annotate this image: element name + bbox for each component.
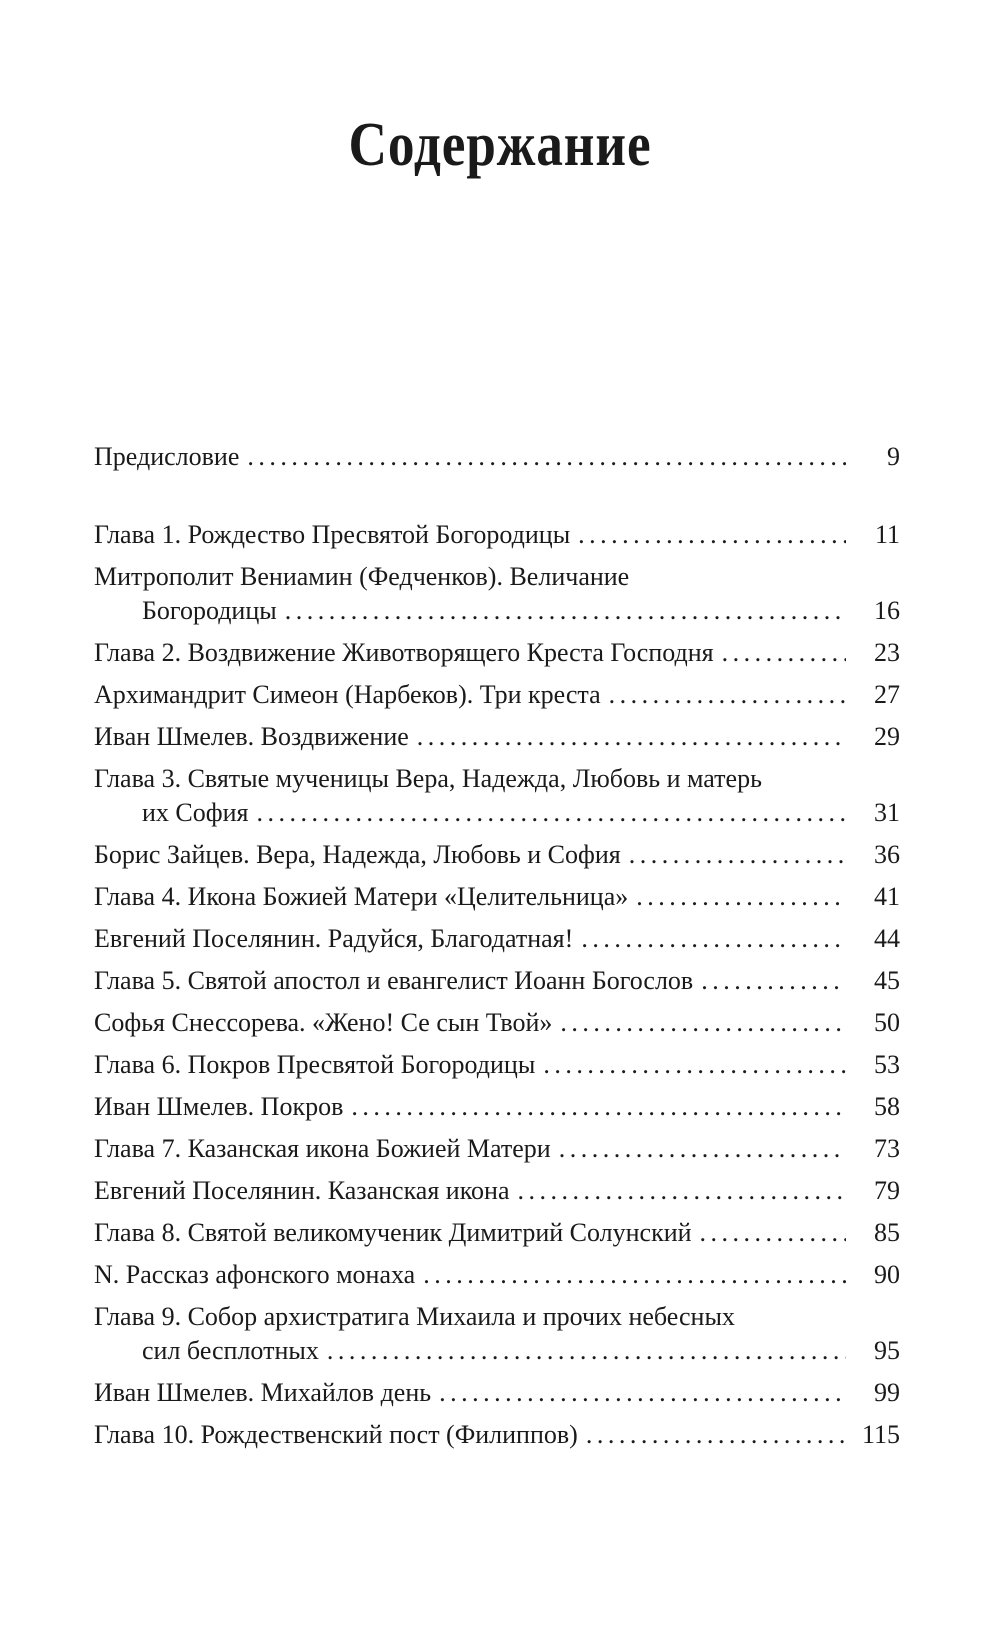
toc-entry-title: Глава 7. Казанская икона Божией Матери [94,1134,551,1163]
toc-entry-line [94,1006,900,1040]
toc-entry-title: Глава 10. Рождественский пост (Филиппов) [94,1420,578,1449]
toc-entry [94,1376,900,1410]
toc-entry [94,1048,900,1082]
dot-leader [581,922,846,956]
toc-entry-line [94,796,900,830]
toc-page-number: 29 [874,722,900,751]
dot-leader [722,636,846,670]
toc-page-number: 95 [874,1336,900,1365]
toc-page-number: 23 [874,638,900,667]
toc-entry-line [94,518,900,552]
toc-page-number: 44 [874,924,900,953]
dot-leader [439,1376,846,1410]
dot-leader [247,440,846,474]
dot-leader [629,838,846,872]
toc-entry-title: сил бесплотных [142,1336,319,1365]
toc-entry [94,1418,900,1452]
toc-entry [94,762,900,830]
toc-entry [94,1174,900,1208]
toc-page-number: 73 [874,1134,900,1163]
toc-entry [94,560,900,628]
toc-page-number: 53 [874,1050,900,1079]
toc-entry-line [94,1258,900,1292]
toc-entry-title: Евгений Поселянин. Казанская икона [94,1176,510,1205]
toc-entry-title: Глава 6. Покров Пресвятой Богородицы [94,1050,536,1079]
toc-entry [94,1006,900,1040]
toc-entry-title: N. Рассказ афонского монаха [94,1260,416,1289]
toc-entry-title: Богородицы [142,596,277,625]
toc-page-number: 27 [874,680,900,709]
toc-entry-title: их София [142,798,249,827]
dot-leader [351,1090,846,1124]
toc-entry-title: Софья Снессорева. «Жено! Се сын Твой» [94,1008,553,1037]
toc-entry-title: Глава 8. Святой великомученик Димитрий Солунский [94,1218,692,1247]
dot-leader [560,1006,846,1040]
toc-entry-line [94,678,900,712]
toc-page-number: 99 [874,1378,900,1407]
toc-page-number: 31 [874,798,900,827]
toc-page-number: 11 [874,520,900,549]
toc-page-number: 90 [874,1260,900,1289]
toc-page-number: 50 [874,1008,900,1037]
toc-entry [94,1090,900,1124]
toc-entry [94,518,900,552]
toc-entry-line [94,440,900,474]
toc-entry-line [94,838,900,872]
toc-entry-title: Иван Шмелев. Покров [94,1092,344,1121]
toc-entry-line [94,880,900,914]
toc-entry-line [94,594,900,628]
dot-leader [256,796,846,830]
dot-leader [327,1334,846,1368]
toc-page-number: 16 [874,596,900,625]
toc-entry [94,1258,900,1292]
toc-entry-line [94,1376,900,1410]
toc-entry [94,1300,900,1368]
toc-entry [94,720,900,754]
toc-page-number: 115 [861,1420,900,1449]
toc-entry [94,880,900,914]
toc-entry-title-line: Глава 3. Святые мученицы Вера, Надежда, Любовь и матерь [94,764,762,793]
toc-entry [94,922,900,956]
toc-entry [94,440,900,474]
toc-page-number: 85 [874,1218,900,1247]
dot-leader [636,880,846,914]
toc-entry-line [94,720,900,754]
toc-entry-title: Глава 1. Рождество Пресвятой Богородицы [94,520,571,549]
page-title: Содержание [348,111,652,179]
toc-entry-line [94,1132,900,1166]
toc-entry-title: Глава 4. Икона Божией Матери «Целительница» [94,882,629,911]
dot-leader [517,1174,846,1208]
dot-leader [578,518,846,552]
toc-page-number: 79 [874,1176,900,1205]
toc-entry-title: Иван Шмелев. Михайлов день [94,1378,432,1407]
toc-entry-line [94,636,900,670]
dot-leader [543,1048,846,1082]
toc-entry-title: Глава 2. Воздвижение Животворящего Креста Господня [94,638,714,667]
toc-entry-title: Евгений Поселянин. Радуйся, Благодатная! [94,924,574,953]
dot-leader [285,594,846,628]
toc-page-number: 9 [887,442,900,471]
dot-leader [586,1418,846,1452]
toc-entry-title: Предисловие [94,442,240,471]
toc-entry [94,964,900,998]
toc-entry-line [94,1418,900,1452]
toc-entry [94,678,900,712]
toc-entry-line [94,1334,900,1368]
toc-entry-line [94,1048,900,1082]
toc-entry-title: Глава 5. Святой апостол и евангелист Иоанн Богослов [94,966,694,995]
toc-entry-line [94,1090,900,1124]
toc-entry-title: Архимандрит Симеон (Нарбеков). Три креста [94,680,601,709]
toc-page-number: 36 [874,840,900,869]
toc-entry [94,636,900,670]
toc-entry-title: Борис Зайцев. Вера, Надежда, Любовь и София [94,840,621,869]
toc-entry-title-line: Митрополит Вениамин (Федченков). Величание [94,562,630,591]
dot-leader [701,964,846,998]
dot-leader [700,1216,846,1250]
toc-entry-line [94,964,900,998]
toc-entry-line [94,1216,900,1250]
toc-entry-line [94,1174,900,1208]
toc-entry-line [94,922,900,956]
toc-page-number: 45 [874,966,900,995]
dot-leader [423,1258,846,1292]
dot-leader [609,678,846,712]
dot-leader [417,720,846,754]
table-of-contents [94,440,900,1460]
toc-page-number: 58 [874,1092,900,1121]
dot-leader [559,1132,846,1166]
toc-entry [94,1216,900,1250]
toc-page-number: 41 [874,882,900,911]
toc-entry-title-line: Глава 9. Собор архистратига Михаила и прочих небесных [94,1302,735,1331]
toc-entry [94,1132,900,1166]
toc-entry [94,838,900,872]
toc-entry-title: Иван Шмелев. Воздвижение [94,722,409,751]
